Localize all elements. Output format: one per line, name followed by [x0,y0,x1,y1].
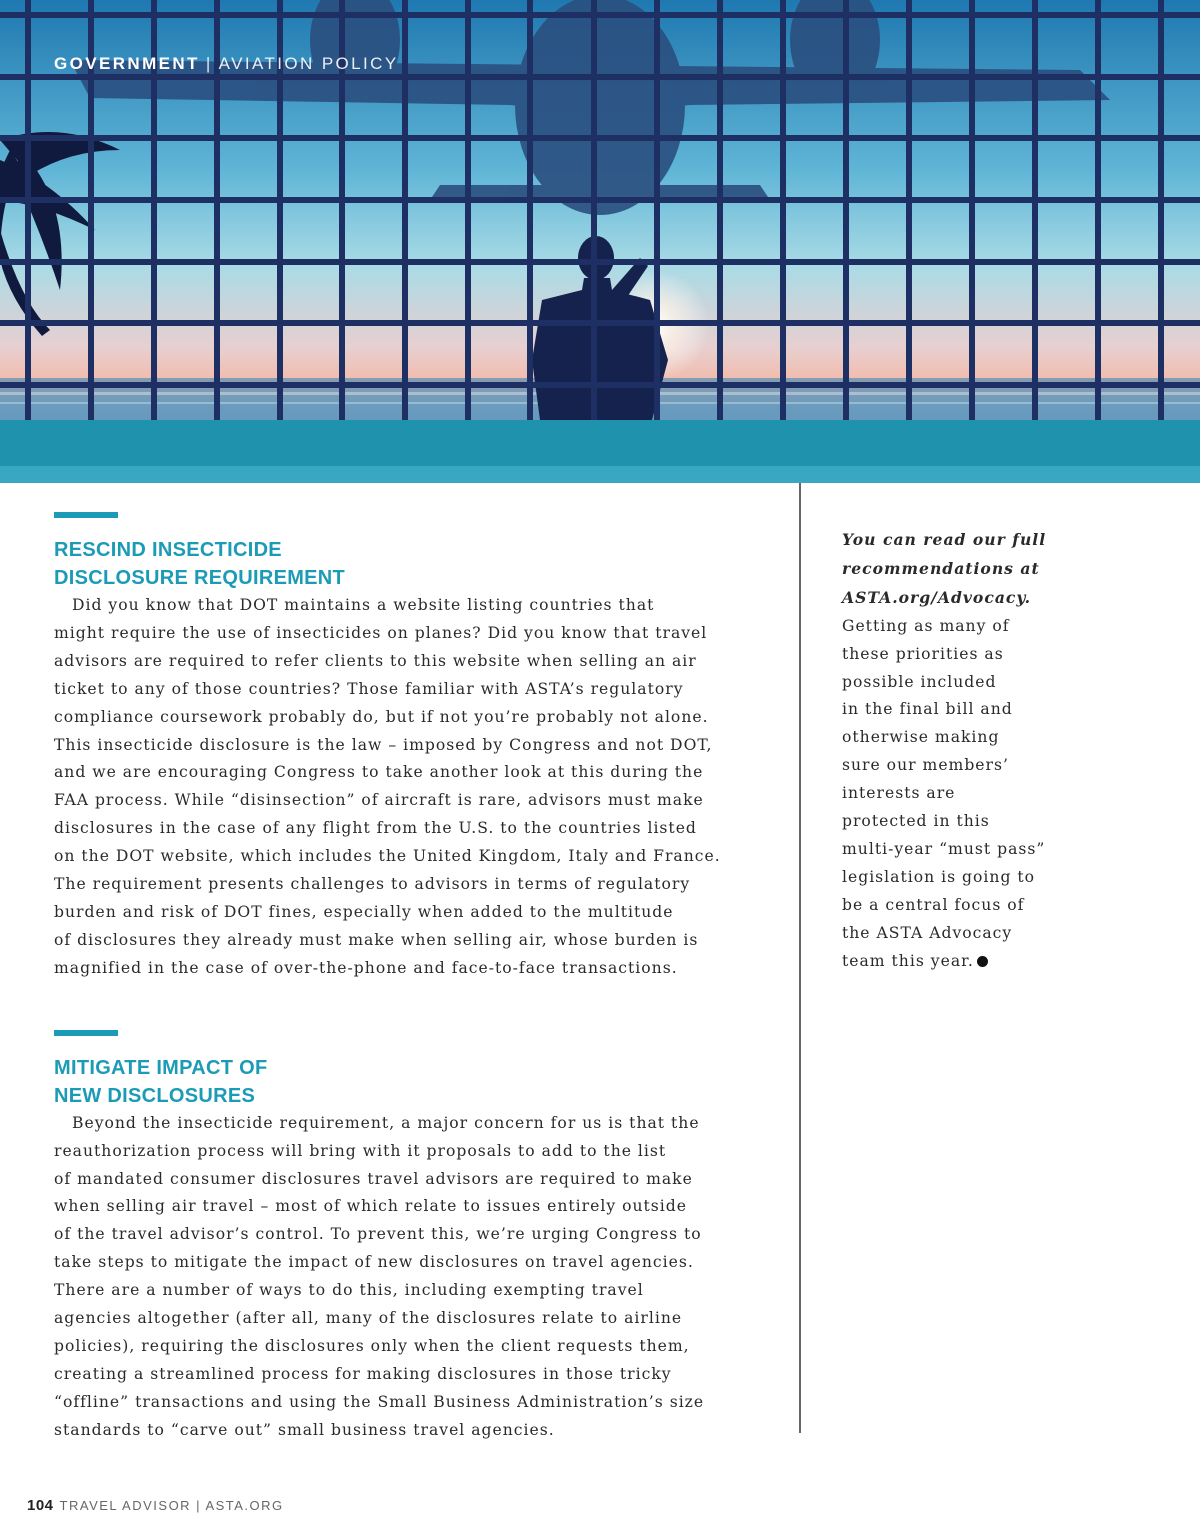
text-line: Did you know that DOT maintains a website listing countries that [72,596,655,614]
text-line: protected in this [842,812,990,831]
column-divider [799,483,801,1433]
text-line: compliance coursework probably do, but if not you’re probably not alone. [54,707,709,726]
asta-end-mark-icon [977,956,988,967]
heading-line: NEW DISCLOSURES [54,1084,256,1107]
subsection-name: AVIATION POLICY [218,54,399,73]
text-line: standards to “carve out” small business travel agencies. [54,1420,555,1439]
section-heading [54,536,734,592]
text-line: disclosures in the case of any flight from the U.S. to the countries listed [54,819,697,838]
text-line: be a central focus of [842,895,1025,914]
text-line: legislation is going to [842,867,1036,886]
text-line: of mandated consumer disclosures travel advisors are required to make [54,1169,693,1188]
text-line: take steps to mitigate the impact of new disclosures on travel agencies. [54,1253,694,1272]
heading-accent-bar [54,1030,118,1036]
text-line: the ASTA Advocacy [842,923,1013,942]
section-heading [54,1054,734,1110]
heading-accent-bar [54,512,118,518]
text-line: possible included [842,672,997,691]
advocacy-link[interactable]: ASTA.org/Advocacy. [842,587,1032,607]
text-line: agencies altogether (after all, many of the disclosures relate to airline [54,1309,683,1328]
paragraph [54,592,734,983]
section-name: GOVERNMENT [54,54,200,73]
text-line: interests are [842,784,956,803]
article-body [54,512,734,1445]
section-separator: | [205,54,213,73]
text-line: in the final bill and [842,700,1013,719]
text-line: multi-year “must pass” [842,839,1046,858]
section-label [54,54,399,74]
text-line: advisors are required to refer clients to this website when selling an air [54,651,697,670]
article-section-disclosures [54,1030,734,1445]
emphasis-line: You can read our full [842,530,1047,549]
hero-photo [0,0,1200,483]
text-line: team this year. [842,951,974,970]
text-line: policies), requiring the disclosures only when the client requests them, [54,1336,690,1355]
text-line: There are a number of ways to do this, including exempting travel [54,1281,644,1300]
text-line: when selling air travel – most of which relate to issues entirely outside [54,1197,687,1216]
publication-name: TRAVEL ADVISOR | ASTA.ORG [59,1498,284,1513]
text-line: reauthorization process will bring with it proposals to add to the list [54,1141,667,1160]
text-line: magnified in the case of over-the-phone and face-to-face transactions. [54,958,678,977]
text-line: on the DOT website, which includes the United Kingdom, Italy and France. [54,847,721,866]
text-line: might require the use of insecticides on planes? Did you know that travel [54,623,708,642]
article-section-insecticide [54,512,734,983]
text-line: FAA process. While “disinsection” of aircraft is rare, advisors must make [54,791,704,810]
emphasis-line: recommendations at [842,558,1040,578]
heading-line: MITIGATE IMPACT OF [54,1056,268,1079]
text-line: creating a streamlined process for making disclosures in those tricky [54,1364,672,1383]
text-line: This insecticide disclosure is the law – imposed by Congress and not DOT, [54,735,713,754]
text-line: burden and risk of DOT fines, especially when added to the multitude [54,902,674,921]
text-line: of disclosures they already must make when selling air, whose burden is [54,930,699,949]
text-line: sure our members’ [842,756,1009,775]
heading-line: RESCIND INSECTICIDE [54,539,282,561]
text-line: these priorities as [842,644,1004,663]
text-line: Beyond the insecticide requirement, a major concern for us is that the [72,1113,700,1132]
text-line: and we are encouraging Congress to take another look at this during the [54,763,704,782]
text-line: otherwise making [842,728,1000,747]
text-line: Getting as many of [842,616,1010,635]
text-line: ticket to any of those countries? Those familiar with ASTA’s regulatory [54,679,684,698]
paragraph [54,1110,734,1445]
text-line: “offline” transactions and using the Small Business Administration’s size [54,1392,705,1411]
page-footer [27,1497,284,1514]
text-line: The requirement presents challenges to advisors in terms of regulatory [54,875,691,894]
sidebar-callout [842,526,1072,976]
text-line: of the travel advisor’s control. To prevent this, we’re urging Congress to [54,1225,702,1244]
heading-line: DISCLOSURE REQUIREMENT [54,567,346,589]
page-number: 104 [27,1497,54,1514]
